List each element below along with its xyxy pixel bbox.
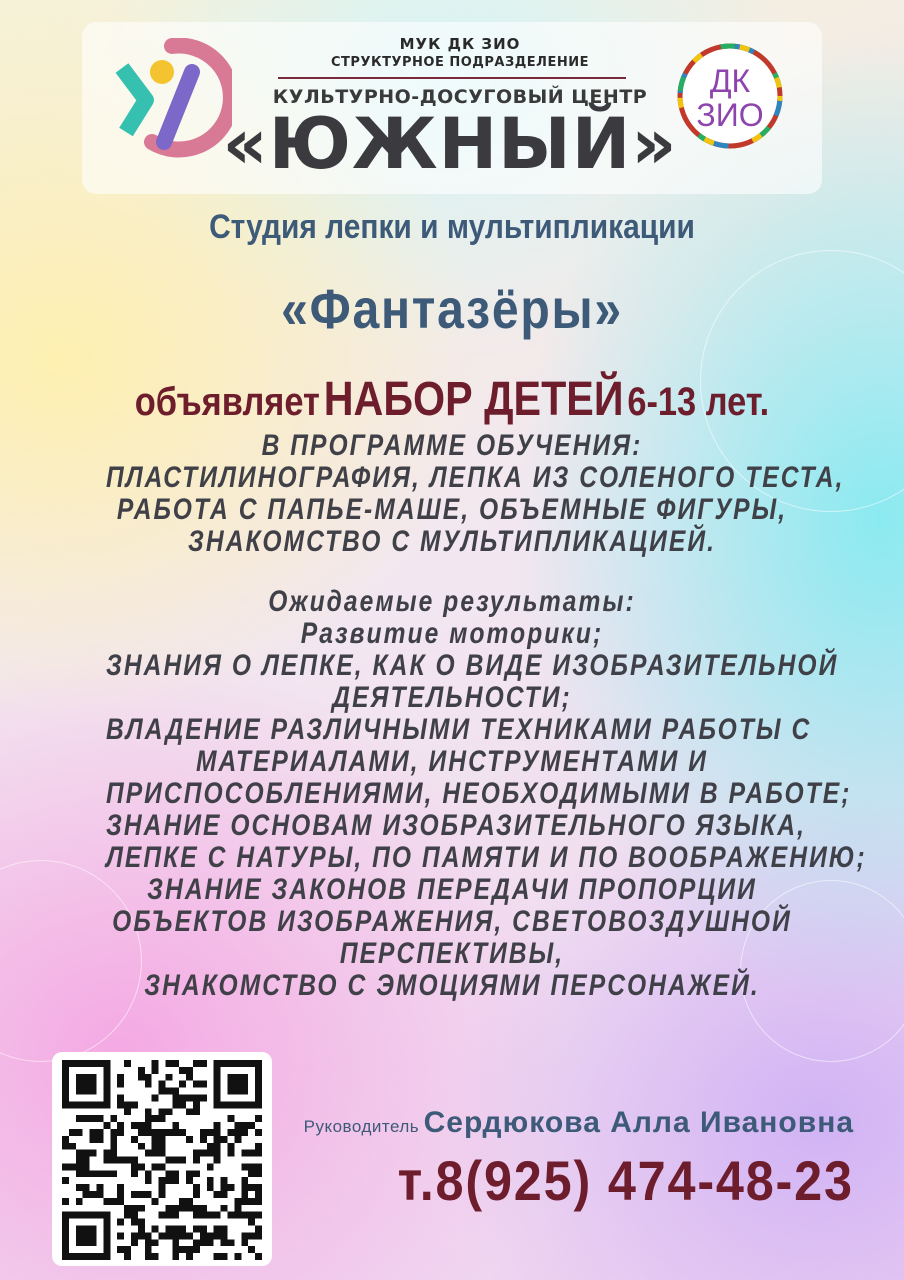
org-type-label: КУЛЬТУРНО-ДОСУГОВЫЙ ЦЕНТР	[272, 86, 648, 108]
results-line: ЛЕПКЕ С НАТУРЫ, ПО ПАМЯТИ И ПО ВООБРАЖЕНИЮ;	[105, 841, 867, 874]
results-line: ПРИСПОСОБЛЕНИЯМИ, НЕОБХОДИМЫМИ В РАБОТЕ;	[105, 777, 852, 810]
results-heading: Ожидаемые результаты:	[268, 585, 636, 618]
results-line: ПЕРСПЕКТИВЫ,	[339, 937, 565, 970]
leader-role: Руководитель	[303, 1117, 420, 1136]
org-parent-name: МУК ДК ЗИО	[399, 35, 521, 53]
svg-text:ЗИО: ЗИО	[696, 97, 764, 133]
header-divider	[278, 77, 626, 79]
program-line: ПЛАСТИЛИНОГРАФИЯ, ЛЕПКА ИЗ СОЛЕНОГО ТЕСТА,	[105, 461, 845, 494]
results-line: ВЛАДЕНИЕ РАЗЛИЧНЫМИ ТЕХНИКАМИ РАБОТЫ С	[105, 713, 812, 746]
results-line: ЗНАНИЕ ОСНОВАМ ИЗОБРАЗИТЕЛЬНОГО ЯЗЫКА,	[105, 809, 807, 842]
results-line: ЗНАНИЯ О ЛЕПКЕ, КАК О ВИДЕ ИЗОБРАЗИТЕЛЬНОЙ	[105, 649, 839, 682]
program-heading: В ПРОГРАММЕ ОБУЧЕНИЯ:	[261, 429, 643, 462]
program-line: РАБОТА С ПАПЬЕ-МАШЕ, ОБЪЕМНЫЕ ФИГУРЫ,	[116, 493, 788, 526]
announce-verb: объявляет	[134, 380, 320, 424]
program-line: ЗНАКОМСТВО С МУЛЬТИПЛИКАЦИЕЙ.	[188, 525, 716, 558]
dk-zio-logo-icon	[674, 40, 786, 152]
program-section	[105, 429, 845, 558]
results-section	[105, 585, 867, 1002]
org-subdivision-label: СТРУКТУРНОЕ ПОДРАЗДЕЛЕНИЕ	[331, 55, 589, 70]
results-line: ЗНАНИЕ ЗАКОНОВ ПЕРЕДАЧИ ПРОПОРЦИИ	[147, 873, 757, 906]
qr-code-icon[interactable]	[62, 1060, 262, 1260]
enrollment-announcement	[63, 372, 840, 427]
org-name: «ЮЖНЫЙ»	[222, 103, 678, 185]
svg-text:ДК: ДК	[709, 63, 751, 99]
leader-name: Сердюкова Алла Ивановна	[423, 1106, 854, 1139]
studio-title: «Фантазёры»	[281, 277, 623, 340]
results-line: ДЕЯТЕЛЬНОСТИ;	[332, 681, 572, 714]
leader-info	[304, 1106, 854, 1140]
announce-highlight: НАБОР ДЕТЕЙ	[323, 373, 624, 426]
announce-age-range: 6-13 лет.	[627, 380, 770, 424]
results-line: ОБЪЕКТОВ ИЗОБРАЖЕНИЯ, СВЕТОВОЗДУШНОЙ	[112, 905, 792, 938]
results-line: МАТЕРИАЛАМИ, ИНСТРУМЕНТАМИ И	[196, 745, 708, 778]
studio-subtitle: Студия лепки и мультипликации	[209, 208, 695, 246]
phone-number[interactable]: т.8(925) 474-48-23	[397, 1149, 854, 1212]
results-line: Развитие моторики;	[300, 617, 604, 650]
results-line: ЗНАКОМСТВО С ЭМОЦИЯМИ ПЕРСОНАЖЕЙ.	[144, 969, 760, 1002]
